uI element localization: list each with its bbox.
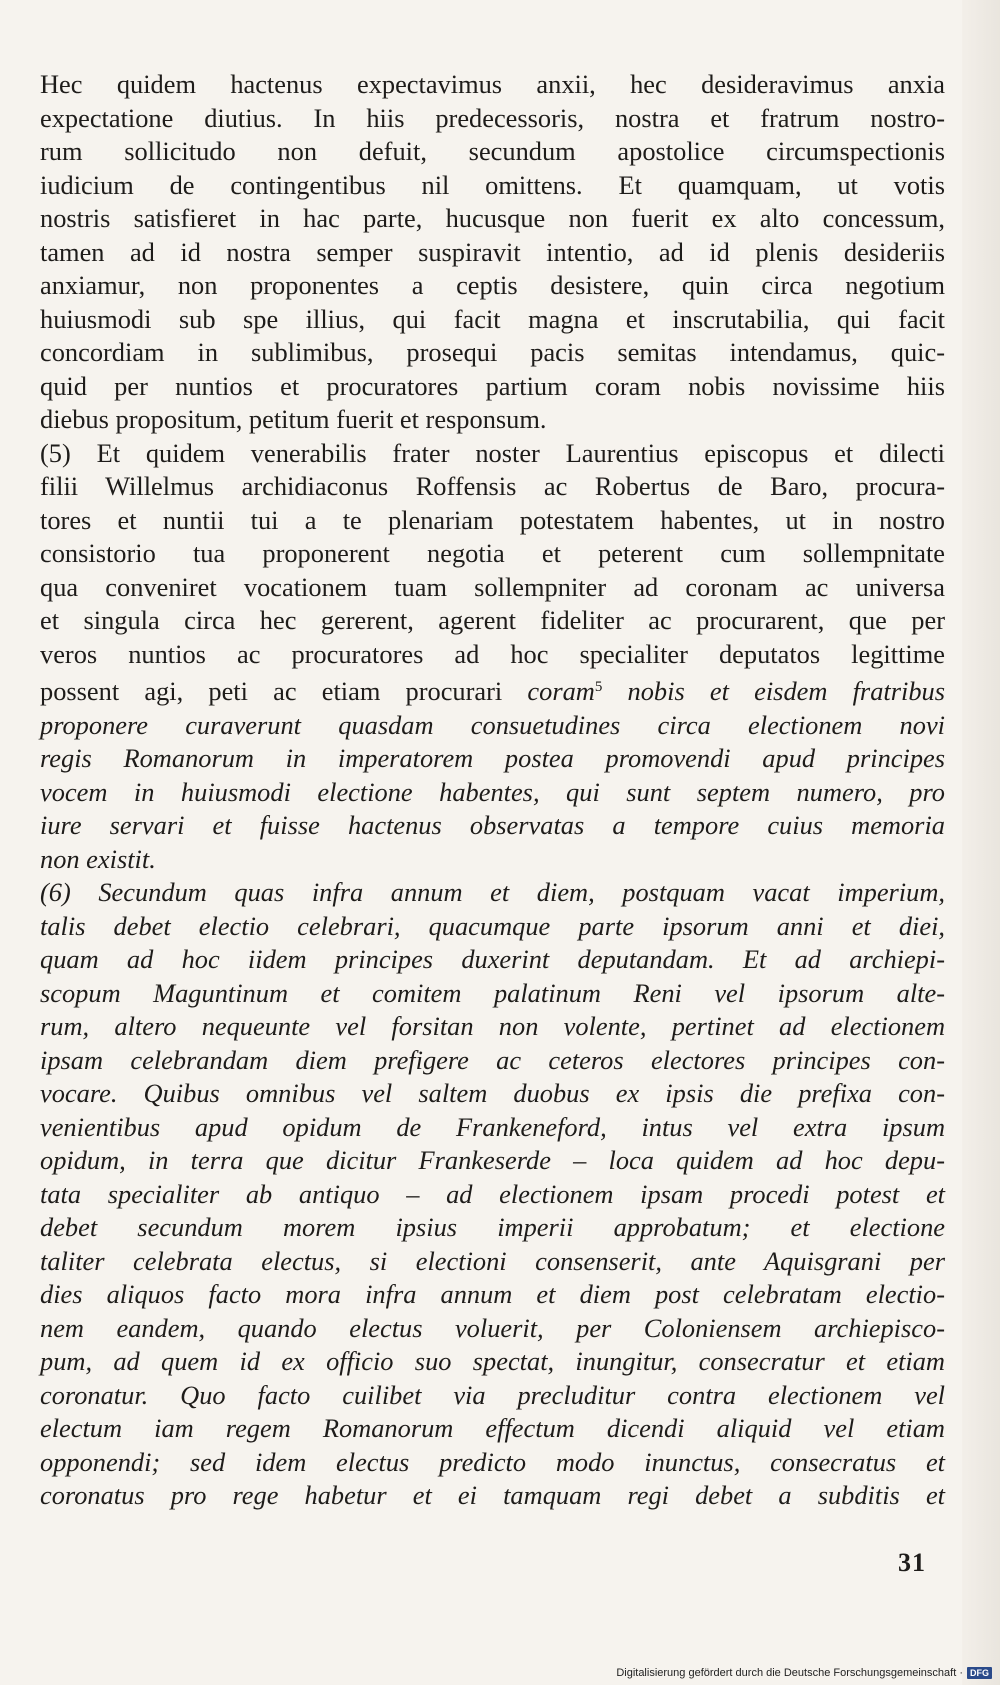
text-line-content: pum, ad quem id ex officio suo spectat, inungitur, consecratur et etiam xyxy=(40,1346,945,1376)
italic-segment: coram xyxy=(527,676,595,706)
text-line-content: filii Willelmus archidiaconus Roffensis ac Robertus de Baro, procura- xyxy=(40,471,945,501)
text-line-content: iure servari et fuisse hactenus observatas a tempore cuius memoria xyxy=(40,810,945,840)
text-line xyxy=(40,504,945,538)
body-text xyxy=(40,68,945,1513)
text-line-content: talis debet electio celebrari, quacumque parte ipsorum anni et diei, xyxy=(40,910,945,941)
text-line xyxy=(40,910,945,944)
text-line xyxy=(40,1312,945,1346)
text-line-content: quam ad hoc iidem principes duxerint deputandam. Et ad archiepi- xyxy=(40,944,945,974)
page-edge-shadow xyxy=(962,0,1000,1685)
text-line-content: qua conveniret vocationem tuam sollempniter ad coronam ac universa xyxy=(40,571,945,602)
text-line xyxy=(40,269,945,303)
text-line-content: tata specialiter ab antiquo – ad electionem ipsam procedi potest et xyxy=(40,1178,945,1209)
text-line-content: taliter celebrata electus, si electioni consenserit, ante Aquisgrani per xyxy=(40,1245,945,1276)
text-line xyxy=(40,336,945,370)
text-line-content: et singula circa hec gererent, agerent fideliter ac procurarent, que per xyxy=(40,605,945,635)
text-line-content: diebus propositum, petitum fuerit et responsum. xyxy=(40,404,547,434)
digitization-credit xyxy=(616,1667,992,1679)
text-line xyxy=(40,709,945,743)
text-line-content: opponendi; sed idem electus predicto modo inunctus, consecratus et xyxy=(40,1446,945,1477)
text-line-content: huiusmodi sub spe illius, qui facit magna et inscrutabilia, qui facit xyxy=(40,303,945,334)
text-line xyxy=(40,638,945,672)
text-line-content: regis Romanorum in imperatorem postea promovendi apud principes xyxy=(40,743,945,773)
text-line xyxy=(40,809,945,843)
text-line-content: iudicium de contingentibus nil omittens. Et quamquam, ut votis xyxy=(40,169,945,200)
page-number: 31 xyxy=(898,1548,926,1577)
text-line xyxy=(40,1044,945,1078)
text-line-content: proponere curaverunt quasdam consuetudines circa electionem novi xyxy=(40,709,945,740)
text-line xyxy=(40,977,945,1011)
text-line xyxy=(40,437,945,471)
text-line-content: expectatione diutius. In hiis predecessoris, nostra et fratrum nostro- xyxy=(40,102,945,133)
text-line-content: (5) Et quidem venerabilis frater noster Laurentius episcopus et dilecti xyxy=(40,437,945,468)
text-line-content: coronatur. Quo facto cuilibet via precluditur contra electionem vel xyxy=(40,1379,945,1410)
text-line-content: electum iam regem Romanorum effectum dicendi aliquid vel etiam xyxy=(40,1413,945,1443)
dfg-logo: DFG xyxy=(967,1667,992,1679)
text-line-content: scopum Maguntinum et comitem palatinum Reni vel ipsorum alte- xyxy=(40,977,945,1008)
text-line-content: veros nuntios ac procuratores ad hoc specialiter deputatos legittime xyxy=(40,638,945,669)
text-line xyxy=(40,1010,945,1044)
text-line-content: tores et nuntii tui a te plenariam potestatem habentes, ut in nostro xyxy=(40,504,945,535)
text-line-content: ipsam celebrandam diem prefigere ac ceteros electores principes con- xyxy=(40,1044,945,1075)
text-line xyxy=(40,1077,945,1111)
text-line xyxy=(40,1479,945,1513)
footer-text: Digitalisierung gefördert durch die Deutsche Forschungsgemeinschaft · xyxy=(616,1667,963,1679)
text-line-content: opidum, in terra que dicitur Frankeserde – loca quidem ad hoc depu- xyxy=(40,1145,945,1175)
text-line-content: concordiam in sublimibus, prosequi pacis semitas intendamus, quic- xyxy=(40,337,945,367)
text-line xyxy=(40,470,945,504)
text-line-content: debet secundum morem ipsius imperii approbatum; et electione xyxy=(40,1212,945,1242)
text-line xyxy=(40,403,945,437)
footnote-marker: 5 xyxy=(594,679,603,695)
text-line xyxy=(40,1446,945,1480)
text-line-content: quid per nuntios et procuratores partium coram nobis novissime hiis xyxy=(40,370,945,401)
text-line-content: Hec quidem hactenus expectavimus anxii, hec desideravimus anxia xyxy=(40,69,945,99)
text-line-content: venientibus apud opidum de Frankeneford, intus vel extra ipsum xyxy=(40,1111,945,1142)
text-line xyxy=(40,102,945,136)
italic-segment: nobis et eisdem fratribus xyxy=(602,676,945,706)
text-line xyxy=(40,671,945,709)
text-line xyxy=(40,604,945,638)
text-line xyxy=(40,943,945,977)
text-line xyxy=(40,537,945,571)
text-line xyxy=(40,1278,945,1312)
text-line xyxy=(40,1178,945,1212)
text-line xyxy=(40,776,945,810)
text-line xyxy=(40,135,945,169)
text-line-content: possent agi, peti ac etiam procurari xyxy=(40,676,528,706)
text-line-content: tamen ad id nostra semper suspiravit intentio, ad id plenis desideriis xyxy=(40,236,945,267)
text-line-content: rum sollicitudo non defuit, secundum apostolice circumspectionis xyxy=(40,136,945,166)
text-line xyxy=(40,68,945,102)
text-line xyxy=(40,236,945,270)
text-line xyxy=(40,876,945,910)
text-line-content: vocem in huiusmodi electione habentes, qui sunt septem numero, pro xyxy=(40,776,945,807)
text-line xyxy=(40,742,945,776)
text-line xyxy=(40,1245,945,1279)
text-line xyxy=(40,843,945,877)
text-line-content: consistorio tua proponerent negotia et peterent cum sollempnitate xyxy=(40,538,945,568)
text-line-content: anxiamur, non proponentes a ceptis desistere, quin circa negotium xyxy=(40,270,945,300)
text-line xyxy=(40,303,945,337)
text-line xyxy=(40,1211,945,1245)
text-line-content: rum, altero nequeunte vel forsitan non volente, pertinet ad electionem xyxy=(40,1011,945,1041)
text-line xyxy=(40,1111,945,1145)
text-line-content: (6) Secundum quas infra annum et diem, postquam vacat imperium, xyxy=(40,877,945,907)
text-line xyxy=(40,202,945,236)
text-line xyxy=(40,169,945,203)
text-line xyxy=(40,571,945,605)
text-line-content: nem eandem, quando electus voluerit, per Coloniensem archiepisco- xyxy=(40,1312,945,1343)
text-line-content: coronatus pro rege habetur et ei tamquam regi debet a subditis et xyxy=(40,1480,945,1510)
text-line xyxy=(40,1345,945,1379)
text-line-content: nostris satisfieret in hac parte, hucusque non fuerit ex alto concessum, xyxy=(40,203,945,233)
text-line xyxy=(40,1144,945,1178)
text-line xyxy=(40,1379,945,1413)
text-line xyxy=(40,1412,945,1446)
text-line-content: non existit. xyxy=(40,843,156,874)
text-line-content: dies aliquos facto mora infra annum et diem post celebratam electio- xyxy=(40,1279,945,1309)
text-line-content: vocare. Quibus omnibus vel saltem duobus ex ipsis die prefixa con- xyxy=(40,1078,945,1108)
text-line xyxy=(40,370,945,404)
